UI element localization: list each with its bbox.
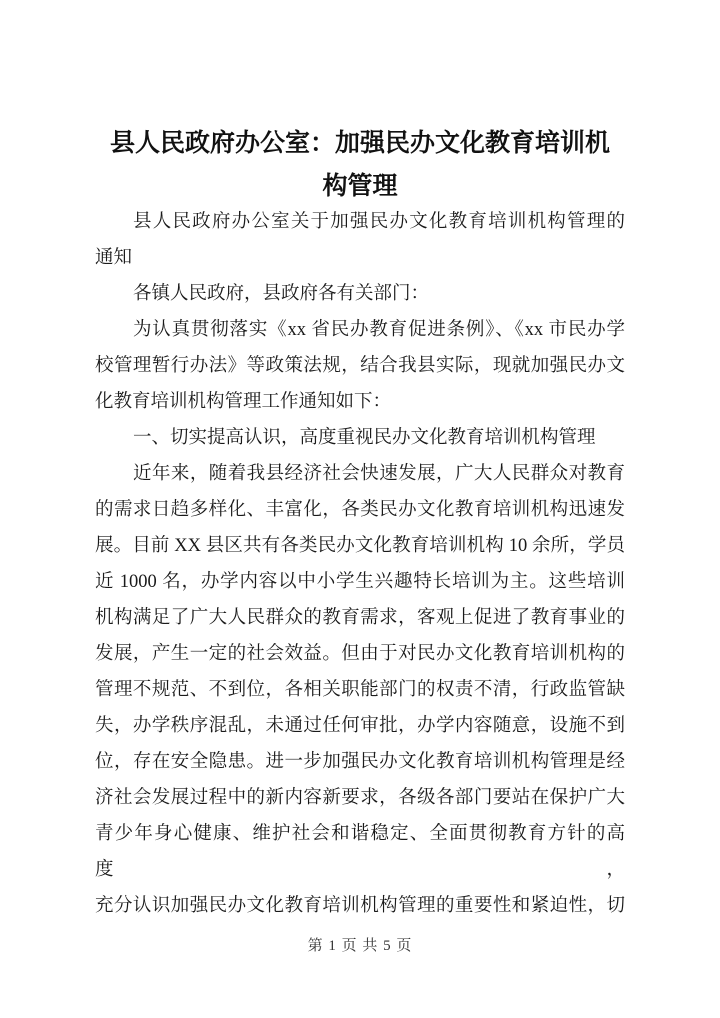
text-line: 济社会发展过程中的新内容新要求，各级各部门要站在保护广大 [95, 788, 625, 808]
text-line: 通知 [95, 248, 133, 268]
text-line: 县人民政府办公室关于加强民办文化教育培训机构管理的 [133, 212, 625, 232]
text-line: 失，办学秩序混乱，未通过任何审批，办学内容随意，设施不到 [95, 716, 625, 736]
text-line: 机构满足了广大人民群众的教育需求，客观上促进了教育事业的 [95, 608, 625, 628]
text-line: 的需求日趋多样化、丰富化，各类民办文化教育培训机构迅速发 [95, 500, 625, 520]
document-body [95, 204, 625, 924]
document-title [95, 122, 625, 208]
text-line: 一、切实提高认识，高度重视民办文化教育培训机构管理 [133, 428, 596, 448]
text-line: 近年来，随着我县经济社会快速发展，广大人民群众对教育 [133, 464, 625, 484]
text-line: 各镇人民政府，县政府各有关部门： [133, 284, 430, 304]
text-line: 管理不规范、不到位，各相关职能部门的权责不清，行政监管缺 [95, 680, 625, 700]
text-line: 近 1000 名，办学内容以中小学生兴趣特长培训为主。这些培训 [95, 572, 625, 592]
text-line: 展。目前 XX 县区共有各类民办文化教育培训机构 10 余所，学员 [95, 536, 625, 556]
text-line: 校管理暂行办法》等政策法规，结合我县实际，现就加强民办文 [95, 356, 625, 376]
text-line: 发展，产生一定的社会效益。但由于对民办文化教育培训机构的 [95, 644, 625, 664]
document-title-line-2: 构管理 [322, 173, 398, 200]
page-number: 第 1 页 共 5 页 [307, 938, 413, 954]
page-footer [0, 934, 720, 958]
text-line: 充分认识加强民办文化教育培训机构管理的重要性和紧迫性，切 [95, 896, 625, 916]
text-line: 为认真贯彻落实《xx 省民办教育促进条例》、《xx 市民办学 [133, 320, 625, 340]
text-line: 化教育培训机构管理工作通知如下： [95, 392, 392, 412]
text-line: 青少年身心健康、维护社会和谐稳定、全面贯彻教育方针的高度， [95, 824, 625, 880]
document-title-line-1: 县人民政府办公室：加强民办文化教育培训机 [109, 130, 610, 157]
text-line: 位，存在安全隐患。进一步加强民办文化教育培训机构管理是经 [95, 752, 625, 772]
